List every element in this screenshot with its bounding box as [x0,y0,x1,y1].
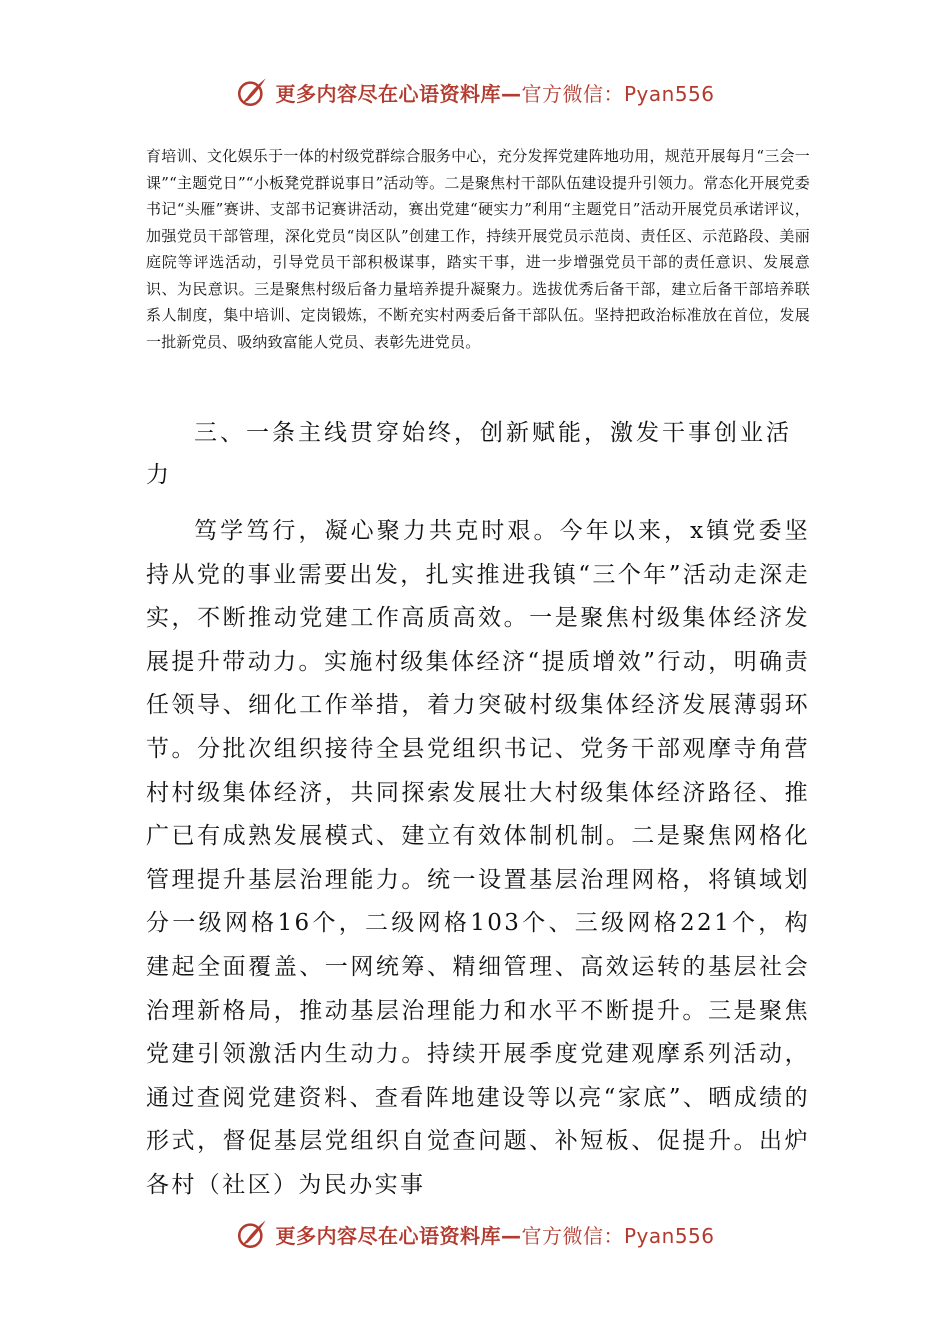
wechat-id: Pyan556 [623,81,715,106]
header-watermark-banner [0,72,950,112]
wechat-label: 官方微信： [521,81,624,106]
banner-text: 更多内容尽在心语资料库—官方微信：Pyan556 [275,81,715,106]
main-paragraph: 笃学笃行，凝心聚力共克时艰。今年以来，x镇党委坚持从党的事业需要出发，扎实推进我镇“三个年”活动走深走实，不断推动党建工作高质高效。一是聚焦村级集体经济发展提升带动力。实施村级集体经济“提质增效”行动，明确责任领导、细化工作举措，着力突破村级集体经济发展薄弱环节。分批次组织接待全县党组织书记、党务干部观摩寺角营村村级集体经济，共同探索发展壮大村级集体经济路径、推广已有成熟发展模式、建立有效体制机制。二是聚焦网格化管理提升基层治理能力。统一设置基层治理网格，将镇域划分一级网格16个，二级网格103个、三级网格221个，构建起全面覆盖、一网统筹、精细管理、高效运转的基层社会治理新格局，推动基层治理能力和水平不断提升。三是聚焦党建引领激活内生动力。持续开展季度党建观摩系列活动，通过查阅党建资料、查看阵地建设等以亮“家底”、晒成绩的形式，督促基层党组织自觉查问题、补短板、促提升。出炉各村（社区）为民办实事 [146,518,810,1198]
section-heading: 三、一条主线贯穿始终，创新赋能，激发干事创业活力 [146,420,792,488]
intro-paragraph: 育培训、文化娱乐于一体的村级党群综合服务中心，充分发挥党建阵地功用，规范开展每月“三会一课”“主题党日”“小板凳党群说事日”活动等。二是聚焦村干部队伍建设提升引领力。常态化开展党委书记“头雁”赛讲、支部书记赛讲活动，赛出党建“硬实力”利用“主题党日”活动开展党员承诺评议，加强党员干部管理，深化党员“岗区队”创建工作，持续开展党员示范岗、责任区、示范路段、美丽庭院等评选活动，引导党员干部积极谋事，踏实干事，进一步增强党员干部的责任意识、发展意识、为民意识。三是聚焦村级后备力量培养提升凝聚力。选拔优秀后备干部，建立后备干部培养联系人制度，集中培训、定岗锻炼，不断充实村两委后备干部队伍。坚持把政治标准放在首位，发展一批新党员、吸纳致富能人党员、表彰先进党员。 [146,147,810,351]
footer-watermark-banner [0,1214,950,1254]
banner-text: 更多内容尽在心语资料库—官方微信：Pyan556 [275,1223,715,1248]
wechat-id: Pyan556 [623,1223,715,1248]
quill-pen-logo-icon [235,1217,269,1251]
quill-pen-logo-icon [235,75,269,109]
wechat-label: 官方微信： [521,1223,624,1248]
